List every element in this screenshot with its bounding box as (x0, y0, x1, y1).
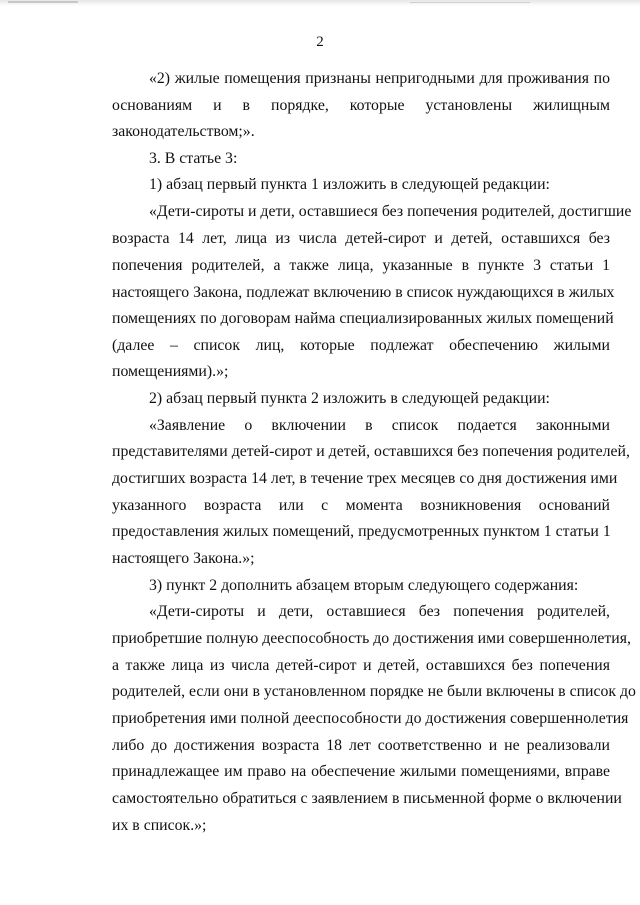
text-line: предоставления жилых помещений, предусмотренных пунктом 1 статьи 1 (112, 523, 611, 540)
text-line: «2) жилые помещения признаны непригодными для проживания по (149, 70, 610, 87)
text-line: настоящего Закона.»; (112, 550, 255, 567)
page-number: 2 (316, 34, 324, 50)
text-line: представителями детей-сирот и детей, оставшихся без попечения родителей, (112, 443, 630, 460)
text-line: 1) абзац первый пункта 1 изложить в следующей редакции: (149, 176, 550, 193)
text-line: приобретшие полную дееспособность до достижения ими совершеннолетия, (112, 630, 631, 647)
text-line: достигших возраста 14 лет, в течение трех месяцев со дня достижения ими (112, 470, 618, 487)
text-line: «Дети-сироты и дети, оставшиеся без попечения родителей, (149, 603, 610, 620)
scan-top-edge (0, 0, 640, 6)
text-line: законодательством;». (112, 123, 255, 140)
text-line: приобретения ими полной дееспособности до достижения совершеннолетия (112, 710, 629, 727)
text-line: «Заявление о включении в список подается законными (149, 417, 610, 434)
text-line: «Дети-сироты и дети, оставшиеся без попечения родителей, достигшие (149, 203, 632, 220)
text-line: основаниям и в порядке, которые установлены жилищным (112, 97, 610, 114)
text-line: родителей, если они в установленном порядке не были включены в список до (112, 683, 636, 700)
text-line: помещениями).»; (112, 363, 229, 380)
text-line: 3) пункт 2 дополнить абзацем вторым следующего содержания: (149, 577, 579, 594)
text-line: 2) абзац первый пункта 2 изложить в следующей редакции: (149, 390, 550, 407)
text-line: либо до достижения возраста 18 лет соответственно и не реализовали (112, 737, 610, 754)
text-line: их в список.»; (112, 817, 207, 834)
text-line: принадлежащее им право на обеспечение жилыми помещениями, вправе (112, 763, 610, 780)
text-line: (далее – список лиц, которые подлежат обеспечению жилыми (112, 337, 610, 354)
text-line: указанного возраста или с момента возникновения оснований (112, 497, 610, 514)
text-line: возраста 14 лет, лица из числа детей-сирот и детей, оставшихся без (112, 230, 610, 247)
text-line: помещениях по договорам найма специализированных жилых помещений (112, 310, 614, 327)
text-line: а также лица из числа детей-сирот и детей, оставшихся без попечения (112, 657, 610, 674)
text-line: самостоятельно обратиться с заявлением в письменной форме о включении (112, 790, 622, 807)
section-heading: 3. В статье 3: (149, 150, 238, 167)
text-line: попечения родителей, а также лица, указанные в пункте 3 статьи 1 (112, 257, 610, 274)
text-line: настоящего Закона, подлежат включению в список нуждающихся в жилых (112, 284, 615, 301)
